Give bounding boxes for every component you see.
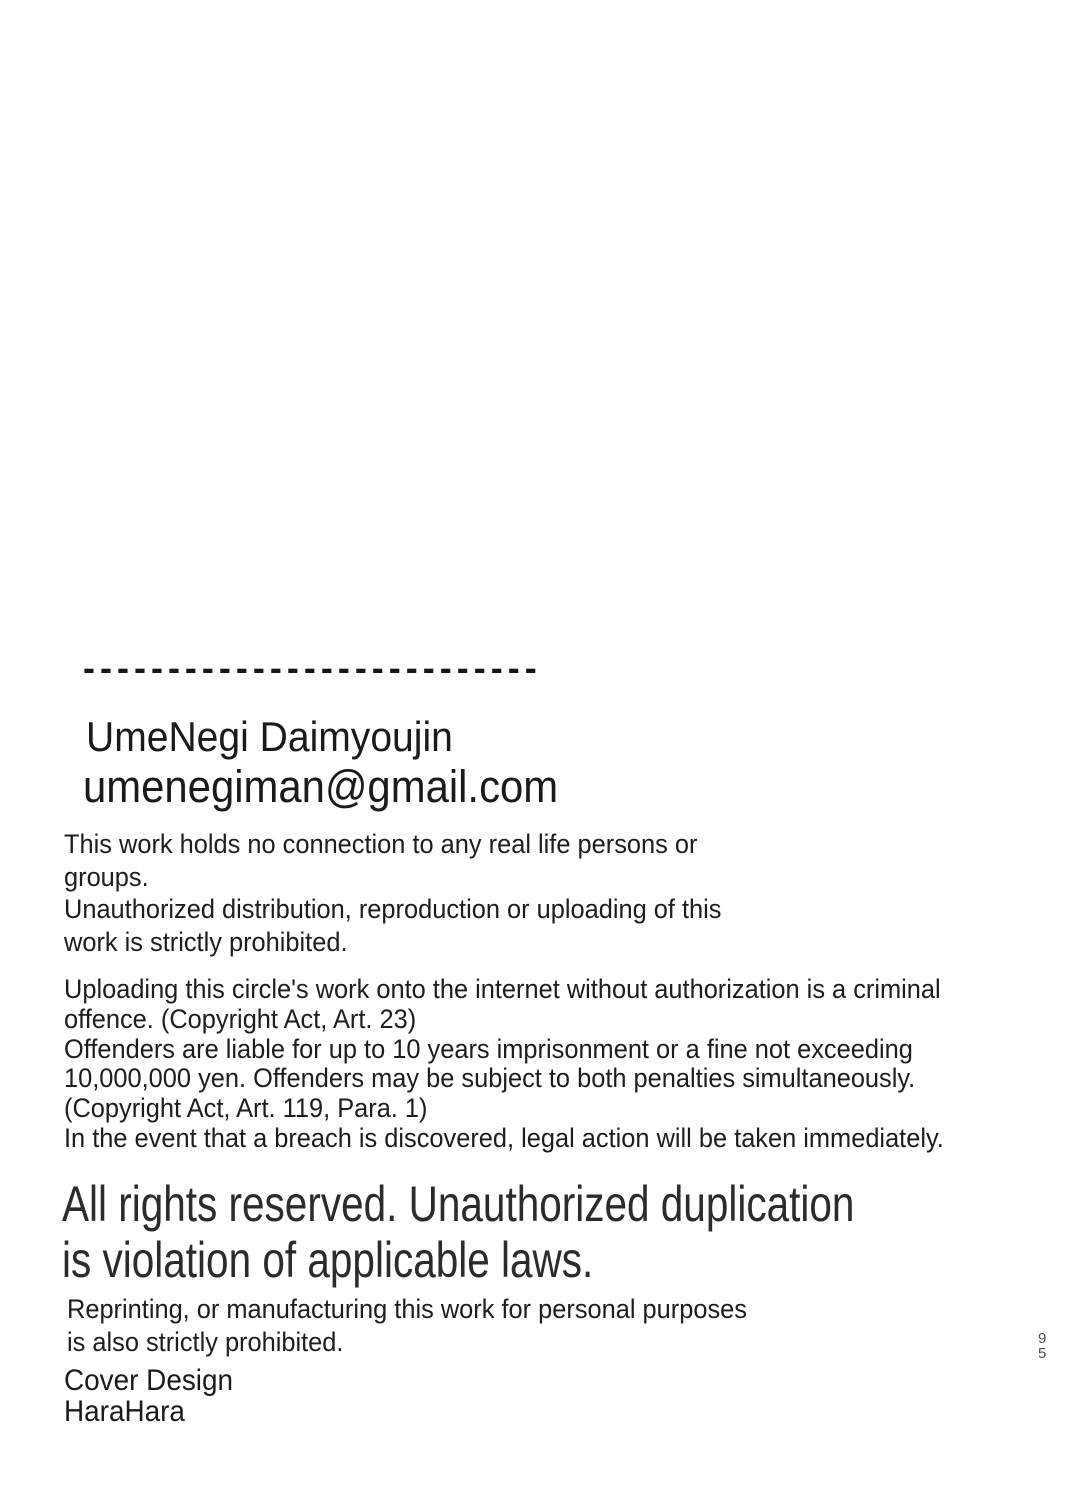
rights-statement: [62, 1176, 854, 1288]
reprint-notice-line: is also strictly prohibited.: [67, 1327, 344, 1357]
legal-notice-paragraph: [64, 975, 944, 1154]
legal-notice-line: (Copyright Act, Art. 119, Para. 1): [64, 1093, 428, 1124]
disclaimer-line: groups.: [64, 861, 149, 892]
rights-statement-line: All rights reserved. Unauthorized duplication: [62, 1176, 855, 1232]
legal-notice-line: In the event that a breach is discovered, legal action will be taken immediately.: [64, 1122, 944, 1153]
page-number-digit: 5: [1038, 1345, 1047, 1362]
rights-statement-line: is violation of applicable laws.: [62, 1232, 594, 1288]
credits-name: HaraHara: [64, 1394, 185, 1428]
dashed-separator: ---------------------------: [83, 647, 542, 688]
credits-role: Cover Design: [64, 1364, 234, 1397]
reprint-notice-line: Reprinting, or manufacturing this work for personal purposes: [67, 1294, 747, 1324]
page-number: [1038, 1331, 1046, 1361]
contact-email: umenegiman@gmail.com: [83, 761, 559, 812]
legal-notice-line: Offenders are liable for up to 10 years imprisonment or a fine not exceeding: [64, 1033, 913, 1064]
disclaimer-line: Unauthorized distribution, reproduction or uploading of this: [64, 894, 722, 924]
disclaimer-line: This work holds no connection to any real life persons or: [64, 829, 698, 859]
legal-notice-line: offence. (Copyright Act, Art. 23): [64, 1003, 417, 1034]
circle-name: UmeNegi Daimyoujin: [86, 713, 453, 760]
reprint-notice: [67, 1293, 747, 1359]
legal-notice-line: Uploading this circle's work onto the internet without authorization is a criminal: [64, 974, 941, 1004]
legal-notice-line: 10,000,000 yen. Offenders may be subject to both penalties simultaneously.: [64, 1063, 916, 1094]
disclaimer-line: work is strictly prohibited.: [64, 926, 348, 957]
credits-block: [64, 1366, 233, 1427]
disclaimer-paragraph: [64, 828, 721, 958]
page-number-digit: 9: [1038, 1330, 1047, 1347]
